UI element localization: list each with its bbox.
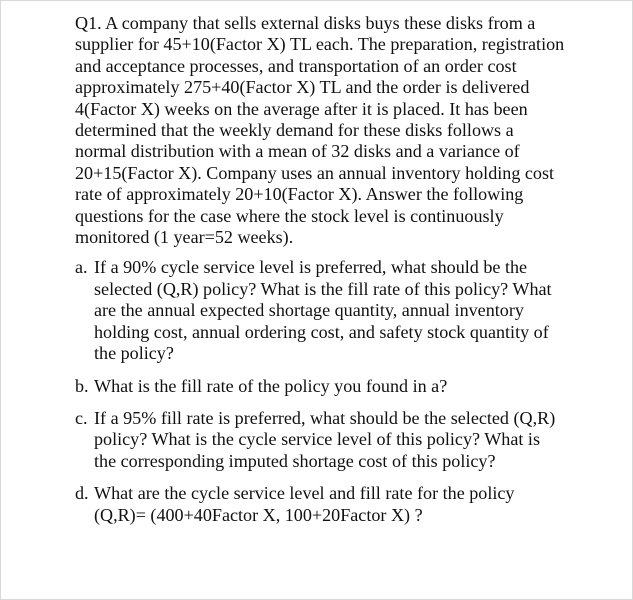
sub-question-text: What is the fill rate of the policy you found in a? xyxy=(94,375,448,396)
sub-question-letter: a. xyxy=(75,257,88,278)
sub-question-text: If a 95% fill rate is preferred, what should be the selected (Q,R) policy? What is the cycle service level of this policy? What is the corresponding imputed shortage cost of this policy? xyxy=(94,407,556,471)
question-stem: Q1. A company that sells external disks buys these disks from a supplier for 45+10(Factor X) TL each. The preparation, registration and acceptance processes, and transportation of an order cost approximately 275+40(Factor X) TL and the order is delivered 4(Factor X) weeks on the average after it is placed. It has been determined that the weekly demand for these disks follows a normal distribution with a mean of 32 disks and a variance of 20+15(Factor X). Company uses an annual inventory holding cost rate of approximately 20+10(Factor X). Answer the following questions for the case where the stock level is continuously monitored (1 year=52 weeks). xyxy=(75,13,565,248)
sub-question-letter: b. xyxy=(75,375,89,396)
sub-question-c xyxy=(75,408,565,472)
sub-question-text: If a 90% cycle service level is preferred, what should be the selected (Q,R) policy? What is the fill rate of this policy? What are the annual expected shortage quantity, annual inventory holding cost, annual ordering cost, and safety stock quantity of the policy? xyxy=(94,257,552,364)
sub-question-b xyxy=(75,376,565,397)
sub-question-text: What are the cycle service level and fill rate for the policy (Q,R)= (400+40Factor X, 100+20Factor X) ? xyxy=(94,483,515,525)
question-block xyxy=(75,13,565,526)
sub-question-a xyxy=(75,257,565,364)
sub-question-d xyxy=(75,483,565,526)
sub-question-letter: d. xyxy=(75,483,89,504)
sub-question-letter: c. xyxy=(75,407,88,428)
